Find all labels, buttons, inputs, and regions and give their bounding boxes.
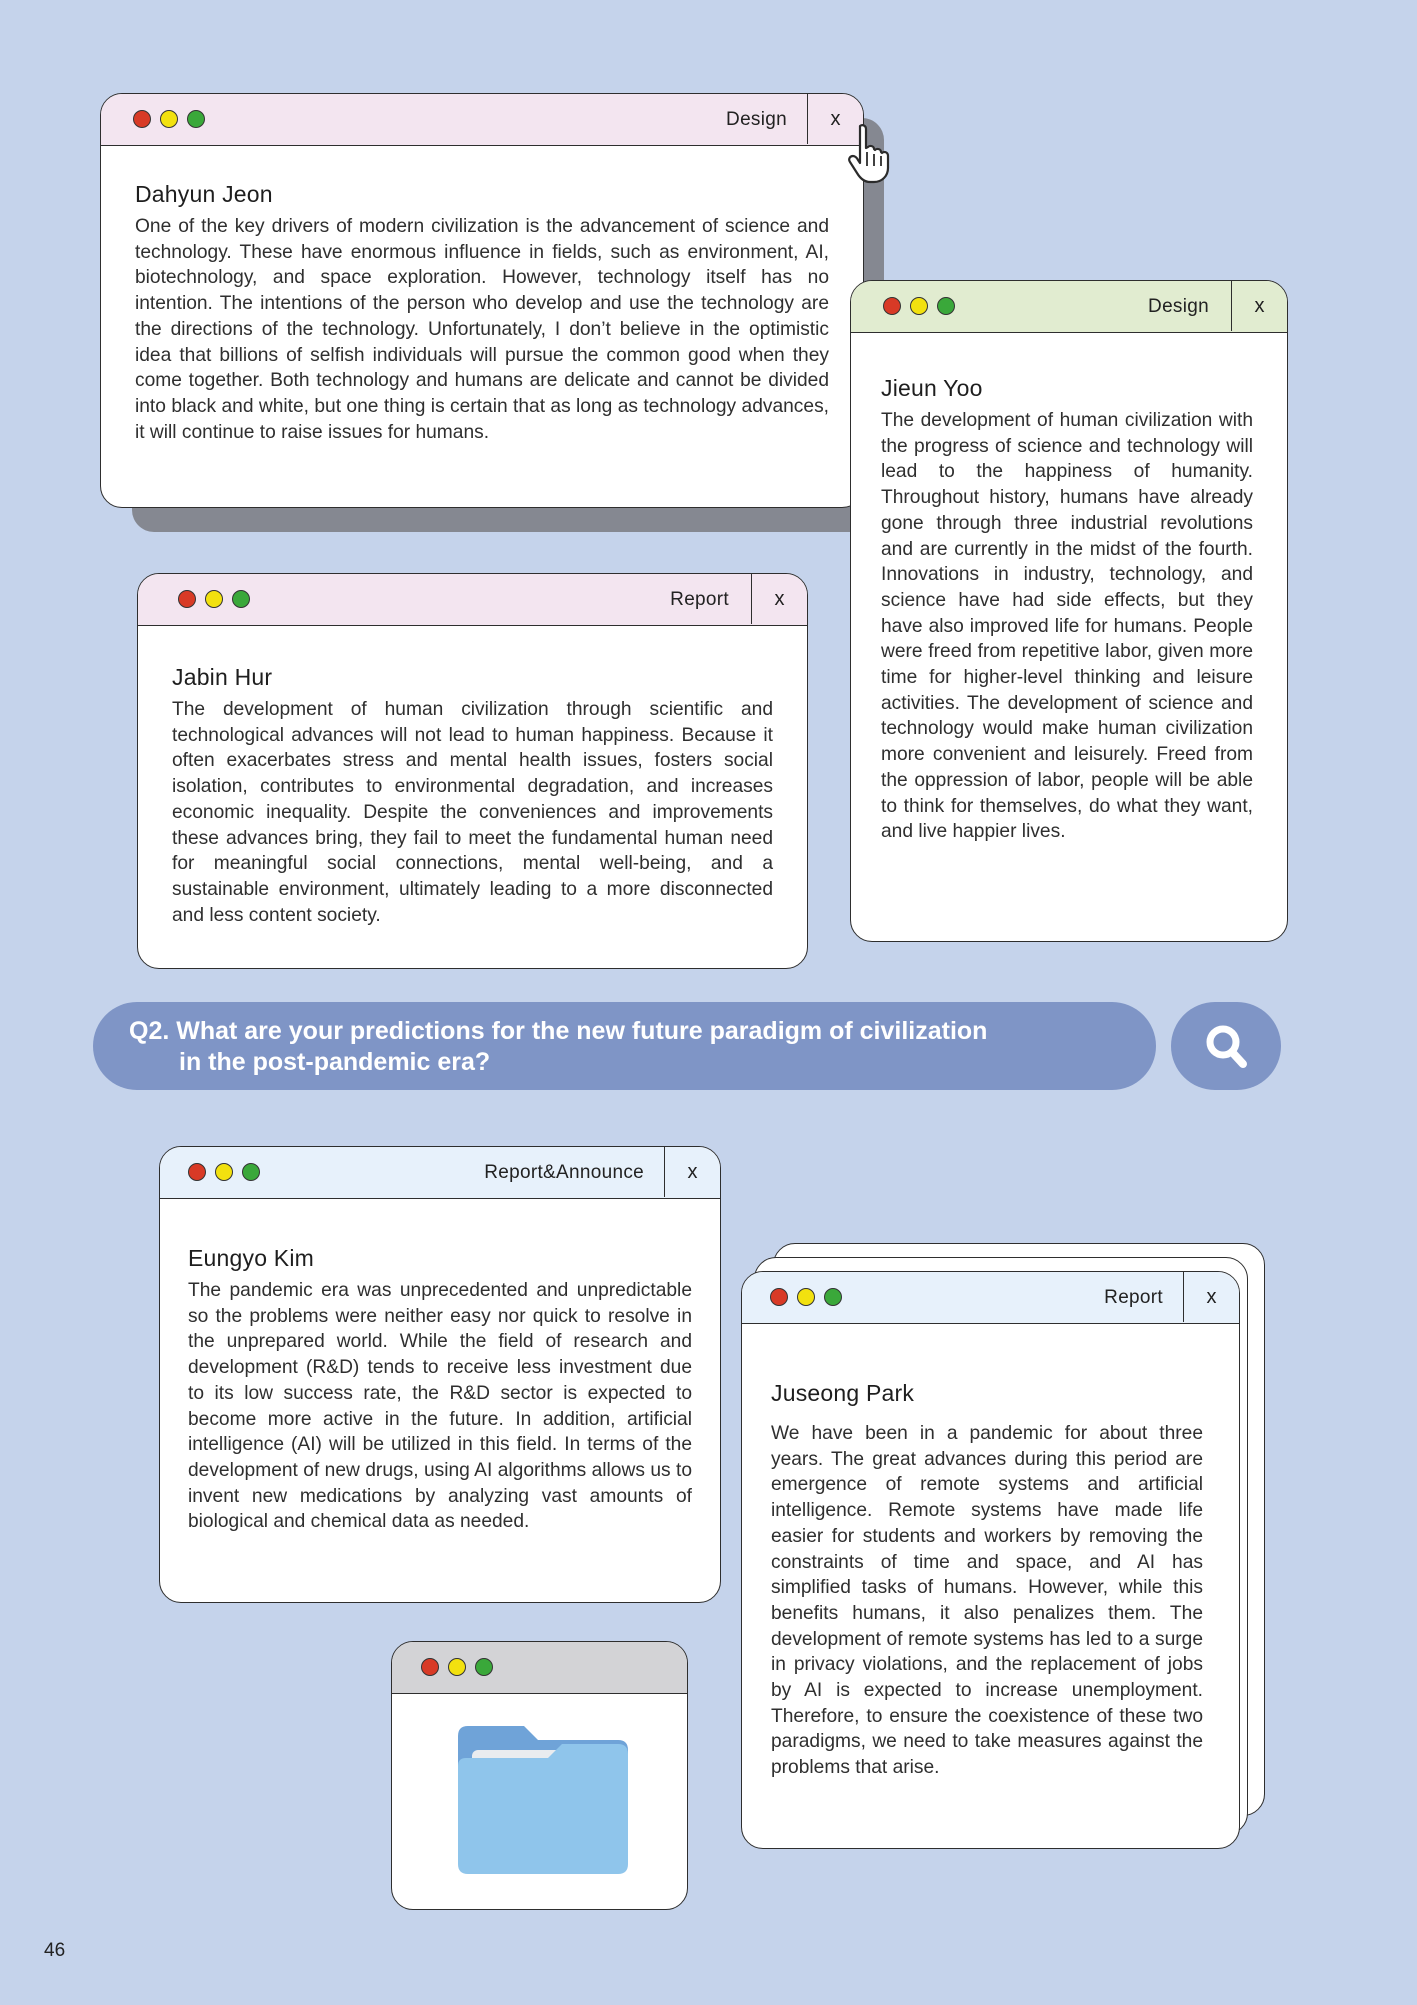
window-eungyo-kim (159, 1146, 721, 1603)
window-titlebar (742, 1272, 1239, 1324)
response-text: The development of human civilization with the progress of science and technology will lead to the happiness of humanity. Throughout history, humans have already gone through three industrial revolutions and are currently in the midst of the fourth. Innovations in industry, technology, and science have had side effects, but they have also improved life for humans. People were freed from repetitive labor, given more time for higher-level thinking and leisure activities. The development of science and technology would make human civilization more convenient and leisurely. Freed from the oppression of labor, people will be able to think for themselves, do what they want, and live happier lives. (881, 410, 1253, 843)
window-controls (178, 590, 250, 608)
window-controls (133, 110, 205, 128)
page-number: 46 (44, 1940, 66, 1961)
minimize-dot-icon[interactable] (448, 1658, 466, 1676)
window-titlebar (160, 1147, 720, 1199)
tab-label[interactable]: Report (670, 589, 729, 610)
maximize-dot-icon[interactable] (937, 297, 955, 315)
window-juseong-park (741, 1271, 1240, 1849)
window-controls (883, 297, 955, 315)
window-controls (188, 1163, 260, 1181)
author-name: Jabin Hur (172, 664, 273, 690)
maximize-dot-icon[interactable] (475, 1658, 493, 1676)
question-text (129, 1016, 987, 1078)
window-titlebar (851, 281, 1287, 333)
window-controls (770, 1288, 842, 1306)
search-icon (1205, 1024, 1249, 1070)
tab-label[interactable]: Design (1148, 296, 1209, 317)
window-titlebar (101, 94, 863, 146)
author-name: Jieun Yoo (881, 375, 983, 401)
tab-label[interactable]: Design (726, 109, 787, 130)
search-button[interactable] (1171, 1002, 1281, 1090)
window-titlebar (138, 574, 807, 626)
close-dot-icon[interactable] (188, 1163, 206, 1181)
window-dahyun-jeon (100, 93, 864, 508)
maximize-dot-icon[interactable] (824, 1288, 842, 1306)
window-folder (391, 1641, 688, 1910)
tab-label[interactable]: Report&Announce (484, 1162, 644, 1183)
question-line-2: in the post-pandemic era? (179, 1048, 491, 1076)
close-dot-icon[interactable] (421, 1658, 439, 1676)
close-button[interactable]: x (1231, 281, 1287, 331)
response-text: We have been in a pandemic for about three years. The great advances during this period are emergence of remote systems and artificial intelligence. Remote systems have made life easier for students and workers by removing the constraints of time and space, and AI has simplified tasks of humans. However, while this benefits humans, it also penalizes them. The development of remote systems has led to a surge in privacy violations, and the replacement of jobs by AI is expected to increase unemployment. Therefore, to ensure the coexistence of these two paradigms, we need to take measures against the problems that arise. (771, 1423, 1203, 1779)
maximize-dot-icon[interactable] (232, 590, 250, 608)
hand-cursor-icon (846, 122, 904, 186)
response-text: The pandemic era was unprecedented and unpredictable so the problems were neither easy nor quick to resolve in the unprepared world. While the field of research and development (R&D) tends to receive less investment due to its low success rate, the R&D sector is expected to become more active in the future. In addition, artificial intelligence (AI) will be utilized in this field. In terms of the development of new drugs, using AI algorithms allows us to invent new medications by analyzing vast amounts of biological and chemical data as needed. (188, 1280, 692, 1533)
author-name: Eungyo Kim (188, 1245, 315, 1271)
tab-label[interactable]: Report (1104, 1287, 1163, 1308)
minimize-dot-icon[interactable] (160, 110, 178, 128)
close-dot-icon[interactable] (770, 1288, 788, 1306)
minimize-dot-icon[interactable] (910, 297, 928, 315)
question-banner (93, 1002, 1156, 1090)
window-controls (421, 1658, 493, 1676)
question-line-1: Q2. What are your predictions for the new future paradigm of civilization (129, 1017, 988, 1045)
close-button[interactable]: x (664, 1147, 720, 1197)
window-titlebar (392, 1642, 687, 1694)
folder-icon[interactable] (458, 1726, 628, 1874)
close-dot-icon[interactable] (178, 590, 196, 608)
minimize-dot-icon[interactable] (797, 1288, 815, 1306)
close-button[interactable]: x (807, 94, 863, 144)
minimize-dot-icon[interactable] (205, 590, 223, 608)
minimize-dot-icon[interactable] (215, 1163, 233, 1181)
close-button[interactable]: x (751, 574, 807, 624)
close-dot-icon[interactable] (883, 297, 901, 315)
close-dot-icon[interactable] (133, 110, 151, 128)
maximize-dot-icon[interactable] (242, 1163, 260, 1181)
close-button[interactable]: x (1183, 1272, 1239, 1322)
response-text: One of the key drivers of modern civilization is the advancement of science and technology. These have enormous influence in fields, such as environment, AI, biotechnology, and space exploration. However, technology itself has no intention. The intentions of the person who develop and use the technology are the directions of the technology. Unfortunately, I don’t believe in the optimistic idea that billions of selfish individuals will pursue the common good when they come together. Both technology and humans are delicate and cannot be divided into black and white, but one thing is certain that as long as technology advances, it will continue to raise issues for humans. (135, 216, 829, 443)
maximize-dot-icon[interactable] (187, 110, 205, 128)
author-name: Juseong Park (771, 1380, 915, 1406)
author-name: Dahyun Jeon (135, 181, 273, 207)
window-jieun-yoo (850, 280, 1288, 942)
window-jabin-hur (137, 573, 808, 969)
response-text: The development of human civilization through scientific and technological advances will not lead to human happiness. Because it often exacerbates stress and mental health issues, fosters social isolation, contributes to environmental degradation, and increases economic inequality. Despite the conveniences and improvements these advances bring, they fail to meet the fundamental human need for meaningful social connections, mental well-being, and a sustainable environment, ultimately leading to a more disconnected and less content society. (172, 699, 773, 926)
